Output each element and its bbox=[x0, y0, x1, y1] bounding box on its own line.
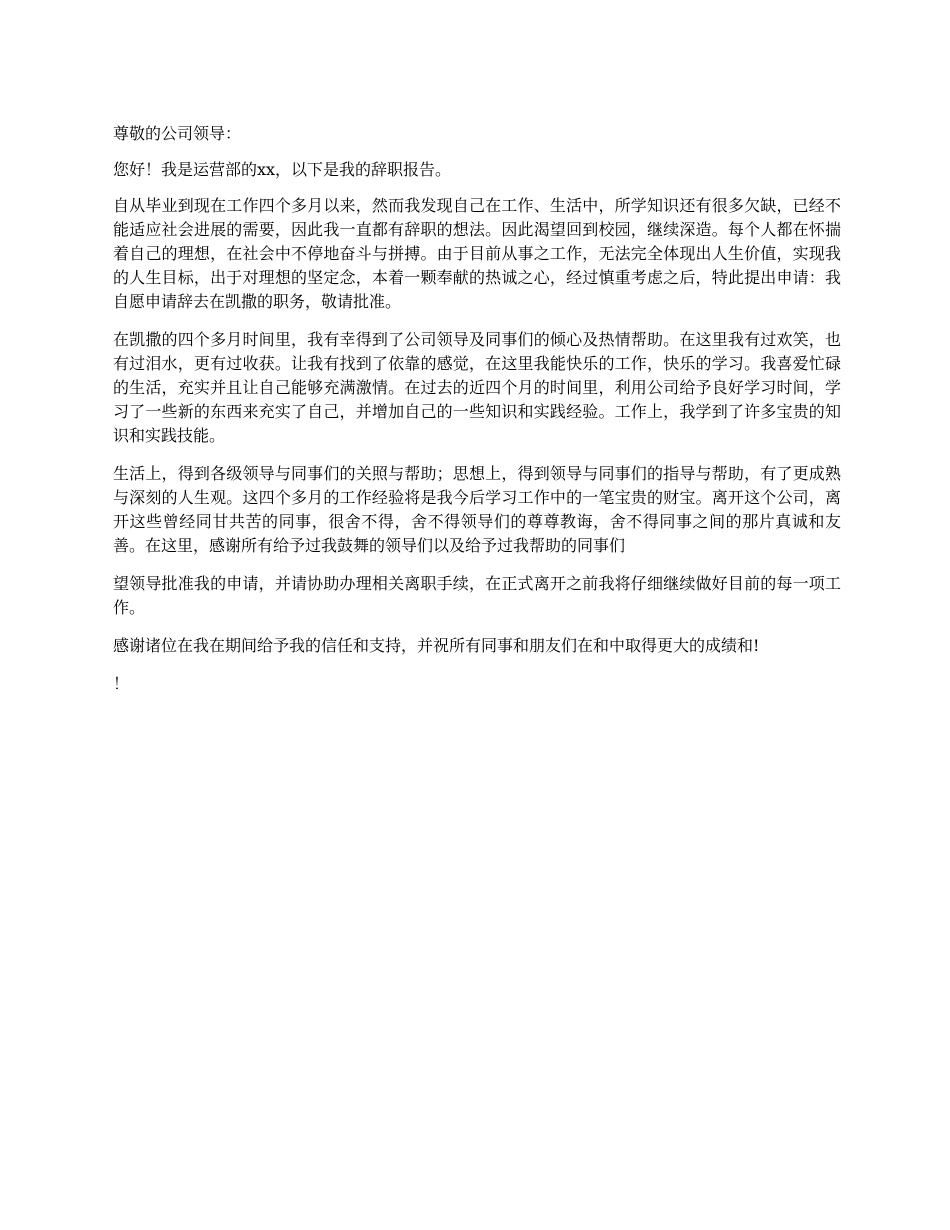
paragraph-4: 望领导批准我的申请，并请协助办理相关离职手续，在正式离开之前我将仔细继续做好目前的每一项工作。 bbox=[113, 574, 841, 617]
paragraph-3: 生活上，得到各级领导与同事们的关照与帮助；思想上，得到领导与同事们的指导与帮助，有了更成熟与深刻的人生观。这四个多月的工作经验将是我今后学习工作中的一笔宝贵的财宝。离开这个公司，离开这些曾经同甘共苦的同事，很舍不得，舍不得领导们的尊尊教诲，舍不得同事之间的那片真诚和友善。在这里，感谢所有给予过我鼓舞的领导们以及给予过我帮助的同事们 bbox=[113, 464, 841, 555]
paragraph-1: 自从毕业到现在工作四个多月以来，然而我发现自己在工作、生活中，所学知识还有很多欠缺，已经不能适应社会进展的需要，因此我一直都有辞职的想法。因此渴望回到校园，继续深造。每个人都在怀揣着自己的理想，在社会中不停地奋斗与拼搏。由于目前从事之工作，无法完全体现出人生价值，实现我的人生目标，出于对理想的坚定念，本着一颗奉献的热诚之心，经过慎重考虑之后，特此提出申请：我自愿申请辞去在凯撒的职务，敬请批准。 bbox=[113, 196, 841, 311]
greeting: 您好！我是运营部的xx，以下是我的辞职报告。 bbox=[113, 160, 452, 179]
salutation: 尊敬的公司领导： bbox=[113, 124, 242, 143]
letter-body bbox=[113, 122, 841, 710]
paragraph-5: 感谢诸位在我在期间给予我的信任和支持，并祝所有同事和朋友们在和中取得更大的成绩和! bbox=[113, 636, 760, 655]
closing-mark: ！ bbox=[113, 674, 130, 693]
paragraph-2: 在凯撒的四个多月时间里，我有幸得到了公司领导及同事们的倾心及热情帮助。在这里我有过欢笑，也有过泪水，更有过收获。让我有找到了依靠的感觉，在这里我能快乐的工作，快乐的学习。我喜爱忙碌的生活，充实并且让自己能够充满激情。在过去的近四个月的时间里，利用公司给予良好学习时间，学习了一些新的东西来充实了自己，并增加自己的一些知识和实践经验。工作上，我学到了许多宝贵的知识和实践技能。 bbox=[113, 330, 841, 445]
